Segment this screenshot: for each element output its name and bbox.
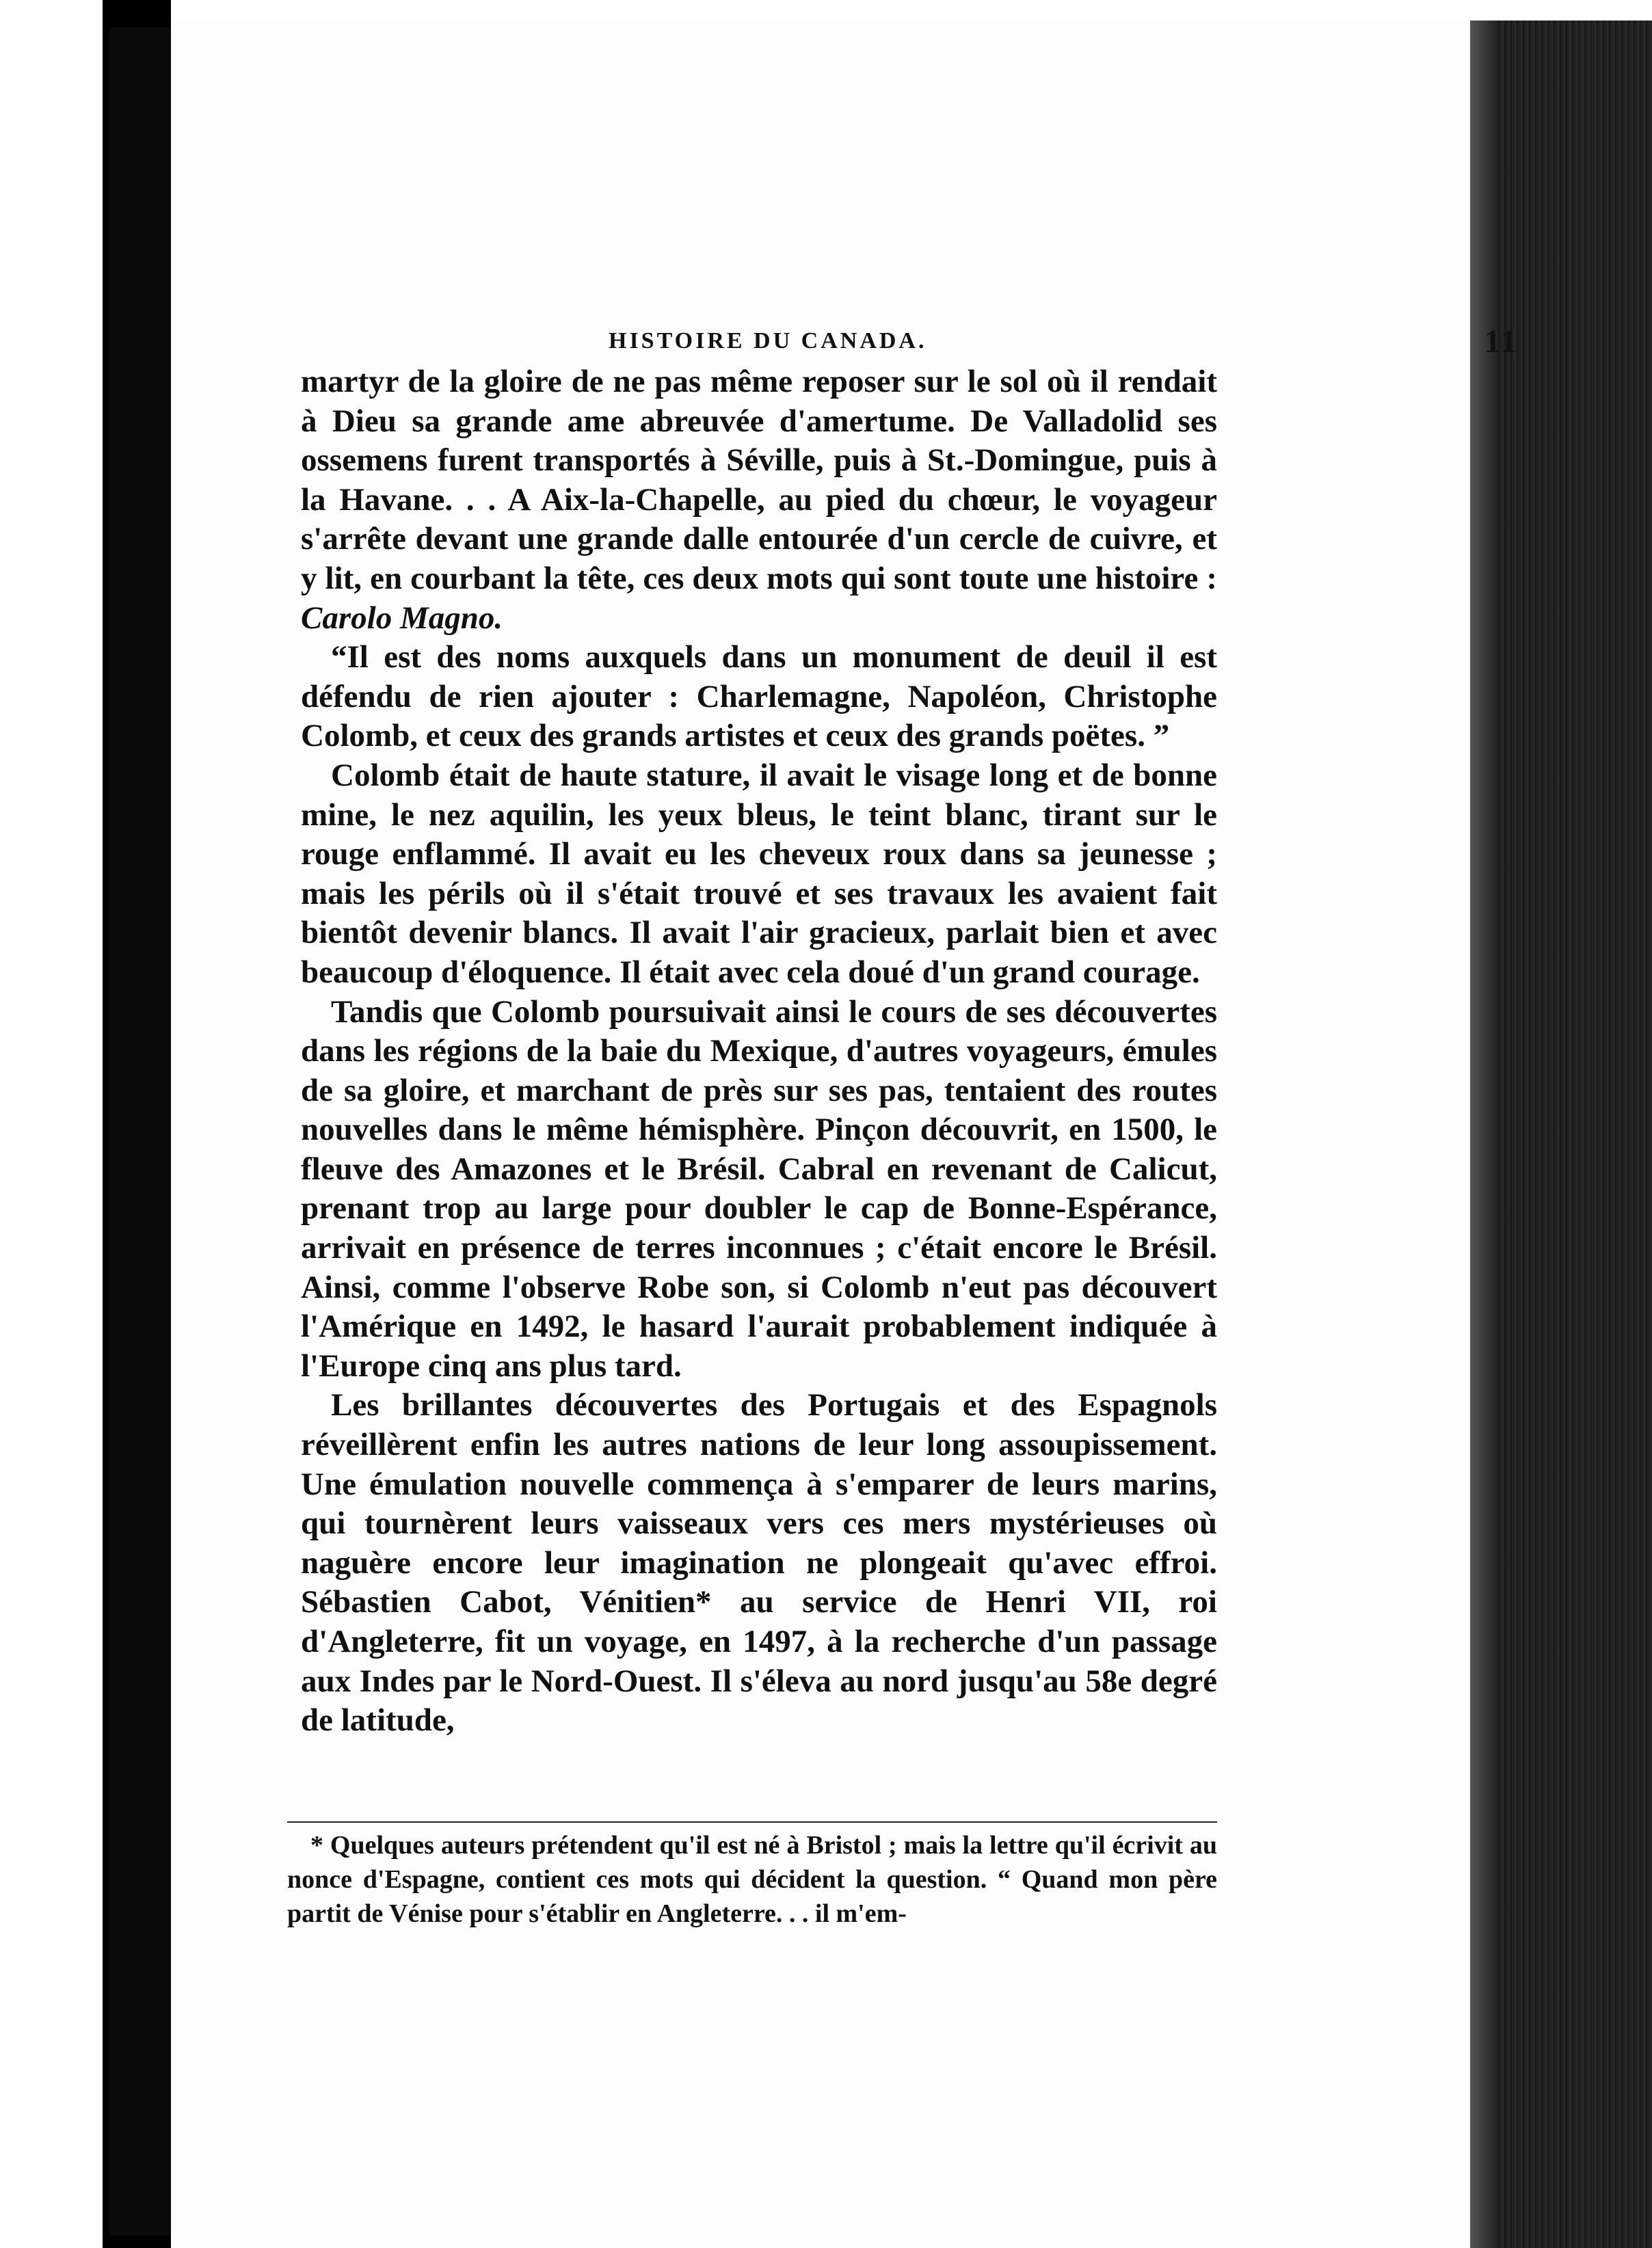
page-number: 11 xyxy=(1484,323,1518,360)
paragraph xyxy=(301,362,1217,638)
footnote-rule xyxy=(287,1821,1217,1823)
footnote-text: * Quelques auteurs prétendent qu'il est né à Bristol ; mais la lettre qu'il écrivit au nonce d'Espagne, contient ces mots qui décident la question. “ Quand mon père partit de Vénise pour s'établir en Angleterre. . . il m'em- xyxy=(287,1831,1217,1928)
paragraph: “Il est des noms auxquels dans un monument de deuil il est défendu de rien ajouter : Charlemagne, Napoléon, Christophe Colomb, et ceux des grands artistes et ceux des grands poëtes. ” xyxy=(301,639,1217,754)
inscription: Carolo Magno. xyxy=(301,600,503,636)
paragraph: Les brillantes découvertes des Portugais et des Espagnols réveillèrent enfin les autres nations de leur long assoupissement. Une émulation nouvelle commença à s'emparer de leurs marins, qui tournèrent leurs vaisseaux vers ces mers mystérieuses où naguère encore leur imagination ne plongeait qu'avec effroi. Sébastien Cabot, Vénitien* au service de Henri VII, roi d'Angleterre, fit un voyage, en 1497, à la recherche d'un passage aux Indes par le Nord-Ouest. Il s'éleva au nord jusqu'au 58e degré de latitude, xyxy=(301,1387,1217,1739)
paragraph: Colomb était de haute stature, il avait le visage long et de bonne mine, le nez aquilin, les yeux bleus, le teint blanc, tirant sur le rouge enflammé. Il avait eu les cheveux roux dans sa jeunesse ; mais les périls où il s'était trouvé et ses travaux les avaient fait bientôt devenir blancs. Il avait l'air gracieux, parlait bien et avec beaucoup d'éloquence. Il était avec cela doué d'un grand courage. xyxy=(301,757,1217,990)
footnote xyxy=(287,1828,1217,1931)
body-text xyxy=(301,362,1217,1741)
running-title: HISTOIRE DU CANADA. xyxy=(609,328,927,353)
facing-page-edge xyxy=(0,0,103,2248)
paragraph: Tandis que Colomb poursuivait ainsi le cours de ses découvertes dans les régions de la baie du Mexique, d'autres voyageurs, émules de sa gloire, et marchant de près sur ses pas, tentaient des routes nouvelles dans le même hémisphère. Pinçon découvrit, en 1500, le fleuve des Amazones et le Brésil. Cabral en revenant de Calicut, prenant trop au large pour doubler le cap de Bonne-Espérance, arrivait en présence de terres inconnues ; c'était encore le Brésil. Ainsi, comme l'observe Robe son, si Colomb n'eut pas découvert l'Amérique en 1492, le hasard l'aurait probablement indiquée à l'Europe cinq ans plus tard. xyxy=(301,993,1217,1384)
book-spine-shadow xyxy=(109,27,171,2236)
paragraph-text: martyr de la gloire de ne pas même reposer sur le sol où il rendait à Dieu sa grande ame abreuvée d'amertume. De Valladolid ses ossemens furent transportés à Séville, puis à St.-Domingue, puis à la Havane. . . A Aix-la-Chapelle, au pied du chœur, le voyageur s'arrête devant une grande dalle entourée d'un cercle de cuivre, et y lit, en courbant la tête, ces deux mots qui sont toute une histoire : xyxy=(301,364,1217,596)
